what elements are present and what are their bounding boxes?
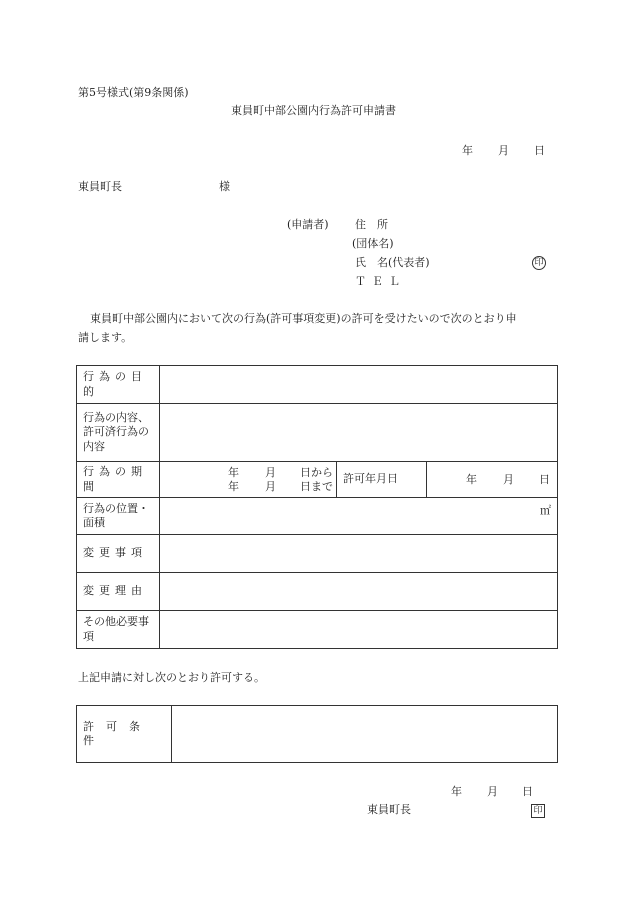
body-line-1: 東員町中部公園内において次の行為(許可事項変更)の許可を受けたいので次のとおり申: [90, 312, 517, 325]
organization-label: (団体名): [352, 237, 394, 250]
row-period: [77, 462, 558, 498]
permit-month: 月: [503, 472, 514, 486]
issuer-name: 東員町長: [367, 803, 411, 816]
other-label-line-2: 項: [83, 629, 94, 643]
period-to-day: 日まで: [300, 479, 333, 493]
row-reason: [77, 573, 558, 611]
addressee-name: 東員町長: [78, 180, 122, 193]
content-label: [77, 404, 160, 462]
period-field[interactable]: [160, 462, 337, 498]
form-number: 第5号様式(第9条関係): [78, 86, 189, 99]
location-field[interactable]: [160, 498, 558, 535]
applicant-seal-text: 印: [532, 256, 546, 270]
content-label-line-3: 内容: [83, 439, 105, 453]
change-label: 変更事項: [77, 535, 160, 573]
content-label-line-2: 許可済行為の: [83, 425, 149, 439]
date-month: 月: [498, 144, 509, 157]
row-location: [77, 498, 558, 535]
content-label-line-1: 行為の内容、: [83, 411, 149, 425]
issuer-seal-text: 印: [531, 804, 545, 818]
approval-month: 月: [487, 785, 498, 798]
purpose-field[interactable]: [160, 366, 558, 404]
application-table: [76, 365, 558, 649]
location-label-line-1: 行為の位置・: [83, 501, 149, 515]
approval-day: 日: [522, 785, 533, 798]
address-label: 住 所: [355, 218, 388, 231]
row-content: [77, 404, 558, 462]
period-label: 行為の期間: [77, 462, 160, 498]
applicant-seal-icon: [532, 255, 546, 270]
document-title: 東員町中部公園内行為許可申請書: [231, 104, 396, 117]
date-day: 日: [534, 144, 545, 157]
body-line-2: 請します。: [78, 331, 133, 344]
other-field[interactable]: [160, 611, 558, 649]
period-from-month: 月: [265, 465, 276, 479]
permit-date-field[interactable]: [427, 462, 558, 498]
approval-year: 年: [451, 785, 462, 798]
other-label-line-1: その他必要事: [83, 615, 149, 629]
permit-date-label: 許可年月日: [337, 462, 427, 498]
period-from-year: 年: [228, 465, 239, 479]
reason-field[interactable]: [160, 573, 558, 611]
approval-statement: 上記申請に対し次のとおり許可する。: [78, 671, 265, 684]
applicant-label: (申請者): [287, 218, 329, 231]
area-unit: ㎡: [540, 504, 552, 517]
period-to-year: 年: [228, 479, 239, 493]
row-purpose: [77, 366, 558, 404]
reason-label: 変更理由: [77, 573, 160, 611]
purpose-label: 行為の目的: [77, 366, 160, 404]
permit-year: 年: [466, 472, 477, 486]
conditions-table: [76, 705, 558, 763]
period-to-month: 月: [265, 479, 276, 493]
issuer-seal-icon: [531, 803, 545, 818]
row-change: [77, 535, 558, 573]
content-field[interactable]: [160, 404, 558, 462]
permit-day: 日: [539, 472, 550, 486]
addressee-honorific: 様: [219, 180, 230, 193]
row-conditions: [77, 706, 558, 763]
conditions-label: 許可条件: [77, 706, 172, 763]
change-field[interactable]: [160, 535, 558, 573]
location-label-line-2: 面積: [83, 516, 105, 529]
date-year: 年: [462, 144, 473, 157]
row-other: [77, 611, 558, 649]
other-label: [77, 611, 160, 649]
period-from-day: 日から: [300, 465, 333, 479]
tel-label: ＴＥＬ: [355, 275, 406, 288]
conditions-field[interactable]: [172, 706, 558, 763]
location-label: [77, 498, 160, 535]
name-label: 氏 名(代表者): [355, 256, 430, 269]
